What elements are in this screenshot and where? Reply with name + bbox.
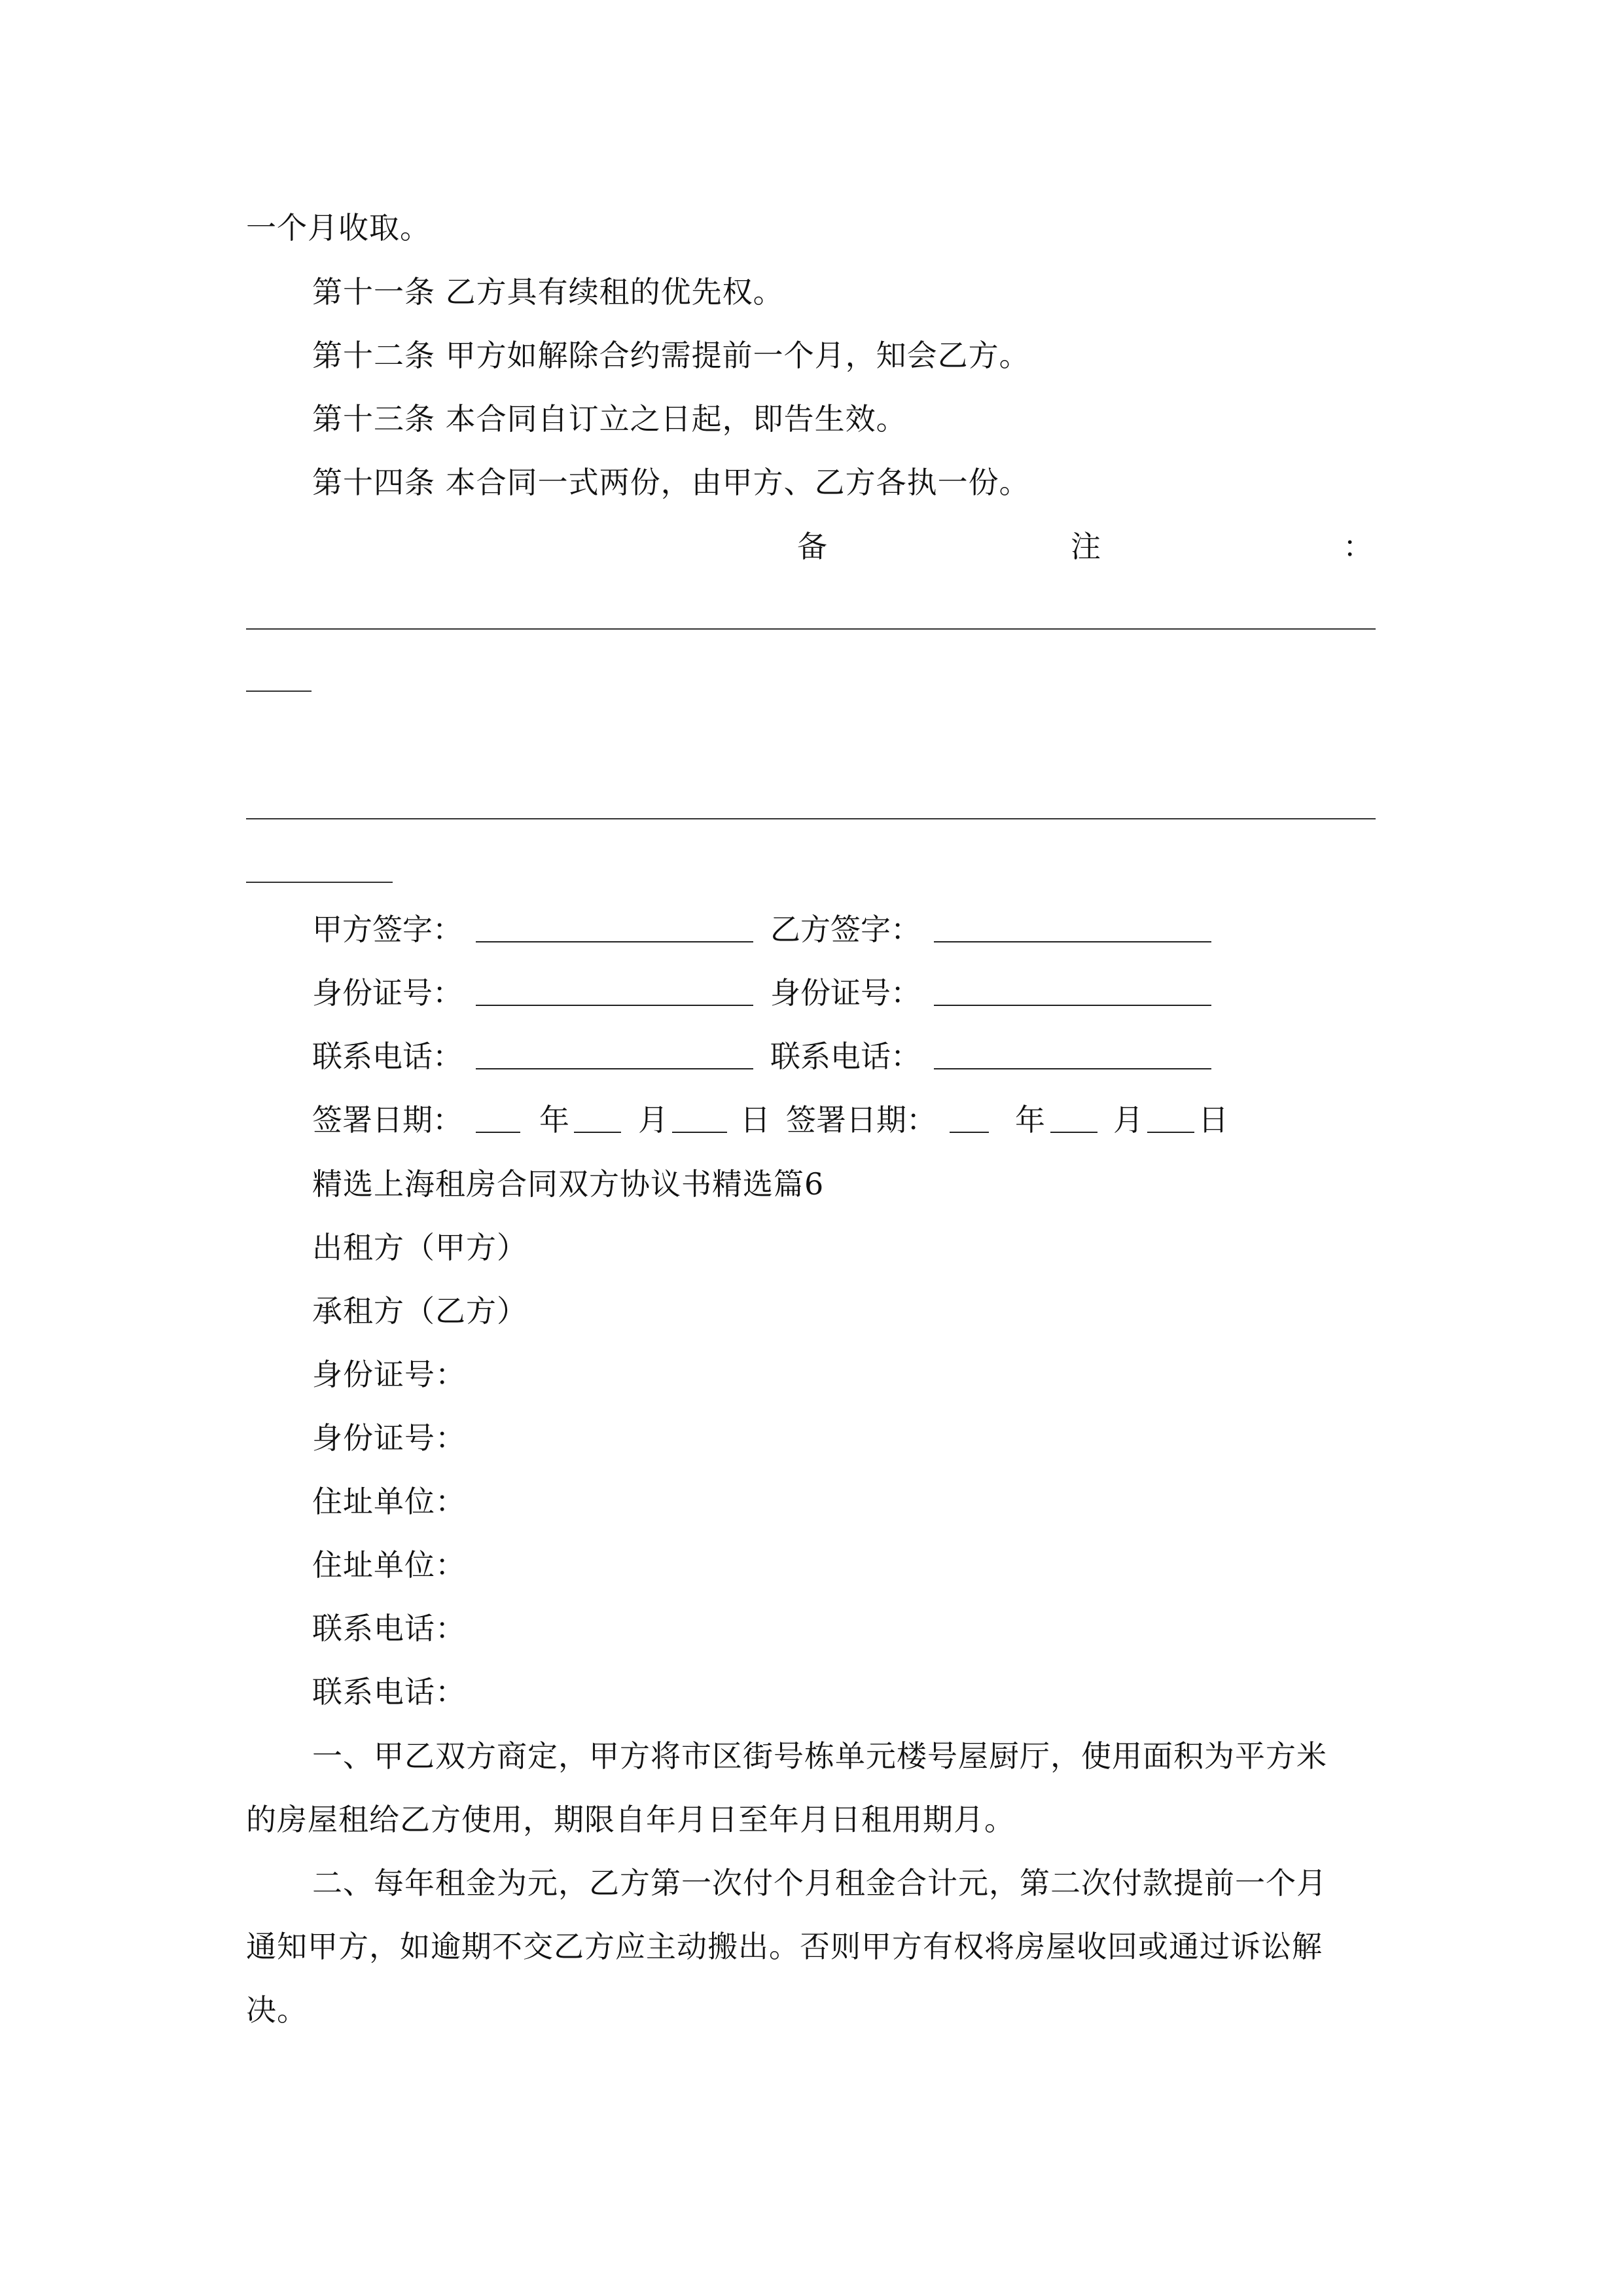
party-a-day-blank <box>672 1100 727 1133</box>
clause-one-line-2: 的房屋租给乙方使用，期限自年月日至年月日租用期月。 <box>246 1802 1015 1837</box>
remark-colon: ： <box>1343 529 1373 564</box>
party-a-month-blank <box>574 1100 621 1133</box>
party-b-sign-blank <box>934 910 1211 942</box>
section-title: 精选上海租房合同双方协议书精选篇6 <box>312 1166 825 1202</box>
party-b-month: 月 <box>1113 1102 1143 1138</box>
remark-char-1: 备 <box>797 529 827 564</box>
lessee-field: 承租方（乙方） <box>312 1293 527 1329</box>
party-b-id-blank <box>934 973 1211 1006</box>
party-b-month-blank <box>1050 1100 1097 1133</box>
remark-rule-1-tail <box>246 691 312 692</box>
clause-12: 第十二条 甲方如解除合约需提前一个月，知会乙方。 <box>312 338 1030 373</box>
id-field-a: 身份证号： <box>312 1357 466 1392</box>
party-b-day: 日 <box>1198 1102 1228 1138</box>
clause-one-line-1: 一、甲乙双方商定，甲方将市区街号栋单元楼号屋厨厅，使用面积为平方米 <box>312 1738 1327 1774</box>
party-b-phone-label: 联系电话： <box>770 1039 921 1074</box>
party-b-phone-blank <box>934 1037 1211 1069</box>
party-a-year: 年 <box>539 1102 569 1138</box>
phone-field-b: 联系电话： <box>312 1674 466 1710</box>
clause-two-line-1: 二、每年租金为元，乙方第一次付个月租金合计元，第二次付款提前一个月 <box>312 1865 1327 1901</box>
lessor-field: 出租方（甲方） <box>312 1230 527 1265</box>
party-b-sign-label: 乙方签字： <box>770 912 921 947</box>
party-a-id-blank <box>476 973 753 1006</box>
paragraph-continuation: 一个月收取。 <box>246 210 431 245</box>
party-b-year-blank <box>950 1100 989 1133</box>
remark-rule-2 <box>246 818 1376 819</box>
address-field-a: 住址单位： <box>312 1484 466 1519</box>
party-b-date-label: 签署日期： <box>786 1102 936 1138</box>
phone-field-a: 联系电话： <box>312 1611 466 1646</box>
clause-two-line-2: 通知甲方，如逾期不交乙方应主动搬出。否则甲方有权将房屋收回或通过诉讼解 <box>246 1929 1323 1964</box>
party-a-phone-blank <box>476 1037 753 1069</box>
party-a-day: 日 <box>740 1102 770 1138</box>
clause-11: 第十一条 乙方具有续租的优先权。 <box>312 274 784 310</box>
clause-two-line-3: 决。 <box>246 1992 308 2028</box>
id-field-b: 身份证号： <box>312 1420 466 1456</box>
party-a-date-label: 签署日期： <box>312 1102 463 1138</box>
clause-14: 第十四条 本合同一式两份，由甲方、乙方各执一份。 <box>312 465 1030 500</box>
remark-rule-1 <box>246 628 1376 630</box>
party-a-year-blank <box>476 1100 520 1133</box>
party-a-month: 月 <box>638 1102 668 1138</box>
remark-rule-2-tail <box>246 882 393 883</box>
party-a-phone-label: 联系电话： <box>312 1039 463 1074</box>
clause-13: 第十三条 本合同自订立之日起，即告生效。 <box>312 401 907 437</box>
party-a-sign-blank <box>476 910 753 942</box>
party-b-year: 年 <box>1015 1102 1045 1138</box>
party-b-day-blank <box>1147 1100 1194 1133</box>
party-b-id-label: 身份证号： <box>770 975 921 1011</box>
party-a-id-label: 身份证号： <box>312 975 463 1011</box>
address-field-b: 住址单位： <box>312 1547 466 1583</box>
remark-char-2: 注 <box>1071 529 1101 564</box>
party-a-sign-label: 甲方签字： <box>312 912 463 947</box>
